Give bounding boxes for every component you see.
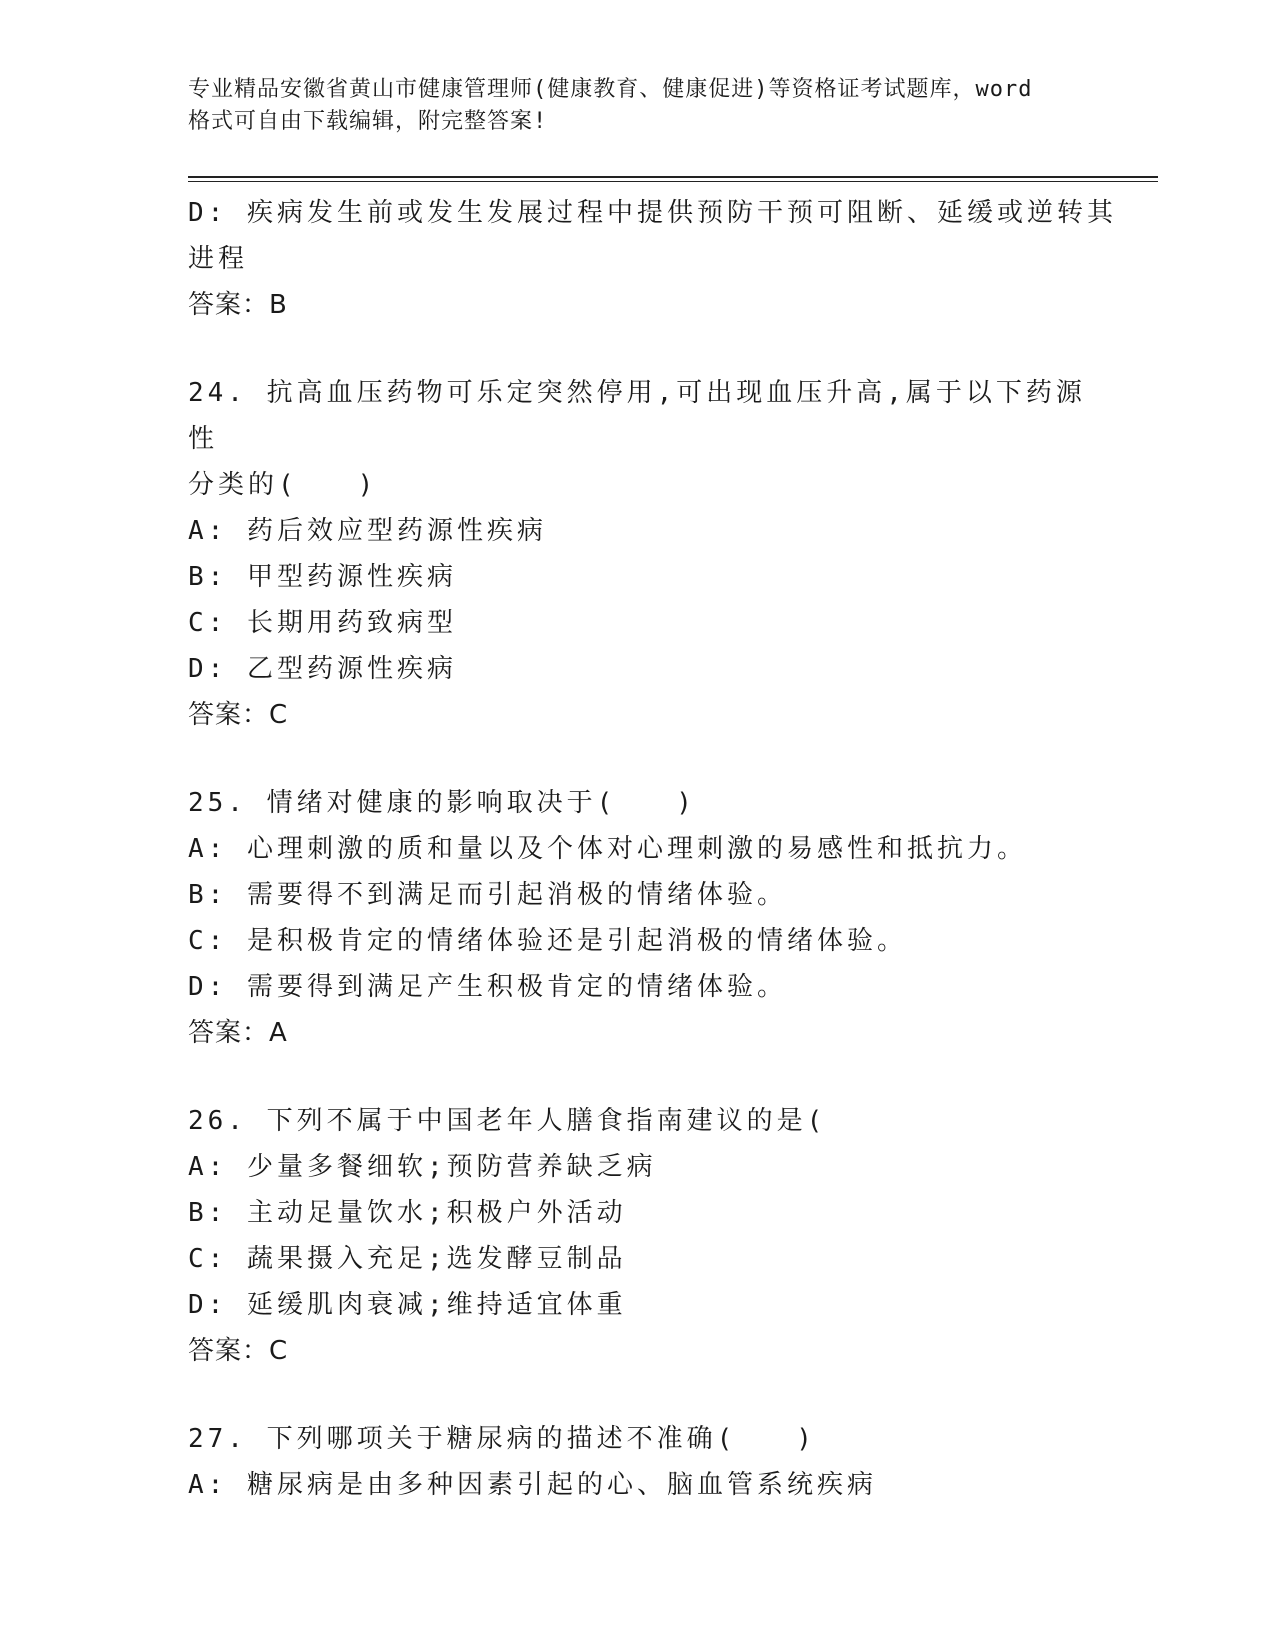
option-d: D: 延缓肌肉衰减;维持适宜体重 xyxy=(188,1290,627,1320)
option-a: A: 糖尿病是由多种因素引起的心、脑血管系统疾病 xyxy=(188,1470,877,1500)
header-divider-thick xyxy=(188,176,1158,178)
option-c: C: 长期用药致病型 xyxy=(188,608,457,638)
option-d: D: 需要得到满足产生积极肯定的情绪体验。 xyxy=(188,972,787,1002)
option-a: A: 药后效应型药源性疾病 xyxy=(188,516,547,546)
question-block-25 xyxy=(188,780,1088,1056)
option-c: C: 蔬果摄入充足;选发酵豆制品 xyxy=(188,1244,627,1274)
question-stem: 27. 下列哪项关于糖尿病的描述不准确( ) xyxy=(188,1424,816,1454)
option-d: D: 乙型药源性疾病 xyxy=(188,654,457,684)
option-b: B: 主动足量饮水;积极户外活动 xyxy=(188,1198,627,1228)
answer-label: 答案：A xyxy=(188,1018,288,1048)
option-a: A: 心理刺激的质和量以及个体对心理刺激的易感性和抵抗力。 xyxy=(188,834,1027,864)
header-line-1: 专业精品安徽省黄山市健康管理师(健康教育、健康促进)等资格证考试题库，word xyxy=(188,77,1033,102)
question-block-24 xyxy=(188,370,1088,738)
question-stem: 25. 情绪对健康的影响取决于( ) xyxy=(188,788,696,818)
document-header xyxy=(188,74,1088,138)
option-a: A: 少量多餐细软;预防营养缺乏病 xyxy=(188,1152,657,1182)
option-c: C: 是积极肯定的情绪体验还是引起消极的情绪体验。 xyxy=(188,926,907,956)
header-divider-thin xyxy=(188,181,1158,182)
question-block-27 xyxy=(188,1416,1088,1508)
question-block-26 xyxy=(188,1098,1088,1374)
question-stem: 24. 抗高血压药物可乐定突然停用,可出现血压升高,属于以下药源性 xyxy=(188,378,1086,454)
option-d: D: 疾病发生前或发生发展过程中提供预防干预可阻断、延缓或逆转其 xyxy=(188,198,1117,228)
option-b: B: 需要得不到满足而引起消极的情绪体验。 xyxy=(188,880,787,910)
question-stem-continued: 分类的( ) xyxy=(188,470,378,500)
option-b: B: 甲型药源性疾病 xyxy=(188,562,457,592)
option-d-continued: 进程 xyxy=(188,244,249,274)
header-line-2: 格式可自由下载编辑，附完整答案! xyxy=(188,109,548,134)
question-block-23 xyxy=(188,190,1117,328)
answer-label: 答案：B xyxy=(188,290,288,320)
question-list xyxy=(188,190,1117,1508)
answer-label: 答案：C xyxy=(188,1336,289,1366)
question-stem: 26. 下列不属于中国老年人膳食指南建议的是( xyxy=(188,1106,827,1136)
answer-label: 答案：C xyxy=(188,700,289,730)
